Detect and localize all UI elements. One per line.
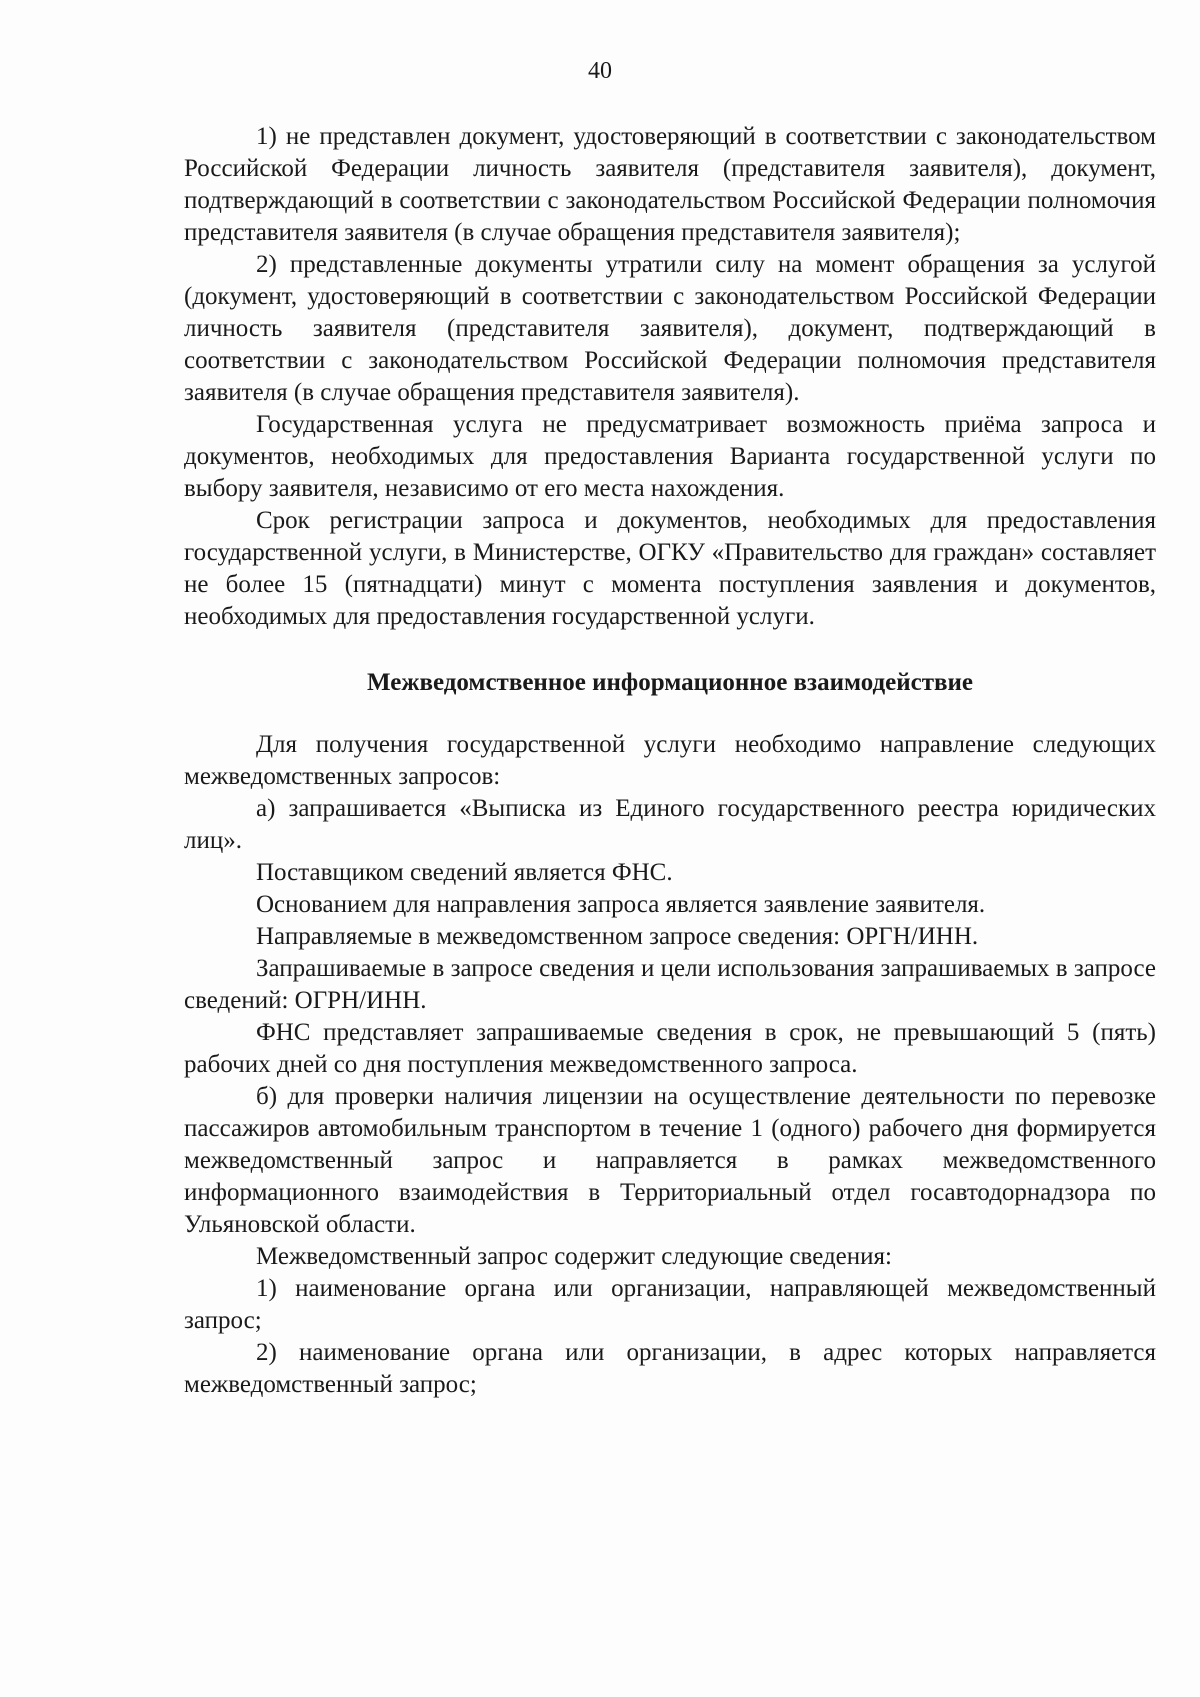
document-body <box>184 121 1156 1401</box>
paragraph: 1) не представлен документ, удостоверяющий в соответствии с законодательством Российской Федерации личность заявителя (представителя заявителя), документ, подтверждающий в соответствии с законодательством Российской Федерации полномочия представителя заявителя (в случае обращения представителя заявителя); <box>184 123 1156 246</box>
paragraph: б) для проверки наличия лицензии на осуществление деятельности по перевозке пассажиров автомобильным транспортом в течение 1 (одного) рабочего дня формируется межведомственный запрос и направляется в рамках межведомственного информационного взаимодействия в Территориальный отдел госавтодорнадзора по Ульяновской области. <box>184 1083 1156 1238</box>
spacer <box>184 633 1156 667</box>
paragraph: Государственная услуга не предусматривает возможность приёма запроса и документов, необходимых для предоставления Варианта государственной услуги по выбору заявителя, независимо от его места нахождения. <box>184 411 1156 502</box>
paragraph: Поставщиком сведений является ФНС. <box>256 859 673 886</box>
paragraph: Для получения государственной услуги необходимо направление следующих межведомственных запросов: <box>184 731 1156 790</box>
section-heading: Межведомственное информационное взаимодействие <box>367 669 973 696</box>
paragraph: Срок регистрации запроса и документов, необходимых для предоставления государственной услуги, в Министерстве, ОГКУ «Правительство для граждан» составляет не более 15 (пятнадцати) минут с момента поступления заявления и документов, необходимых для предоставления государственной услуги. <box>184 507 1156 630</box>
paragraph: 1) наименование органа или организации, направляющей межведомственный запрос; <box>184 1275 1156 1334</box>
paragraph: 2) представленные документы утратили силу на момент обращения за услугой (документ, удостоверяющий в соответствии с законодательством Российской Федерации личность заявителя (представителя заявителя), документ, подтверждающий в соответствии с законодательством Российской Федерации полномочия представителя заявителя (в случае обращения представителя заявителя). <box>184 251 1156 406</box>
paragraph: 2) наименование органа или организации, в адрес которых направляется межведомственный запрос; <box>184 1339 1156 1398</box>
paragraph: Запрашиваемые в запросе сведения и цели использования запрашиваемых в запросе сведений: ОГРН/ИНН. <box>184 955 1156 1014</box>
page-number: 40 <box>588 58 612 84</box>
paragraph: ФНС представляет запрашиваемые сведения в срок, не превышающий 5 (пять) рабочих дней со дня поступления межведомственного запроса. <box>184 1019 1156 1078</box>
paragraph: Межведомственный запрос содержит следующие сведения: <box>256 1243 892 1270</box>
paragraph: Основанием для направления запроса является заявление заявителя. <box>256 891 986 918</box>
paragraph: а) запрашивается «Выписка из Единого государственного реестра юридических лиц». <box>184 795 1156 854</box>
paragraph: Направляемые в межведомственном запросе сведения: ОРГН/ИНН. <box>256 923 979 950</box>
spacer <box>184 699 1156 729</box>
